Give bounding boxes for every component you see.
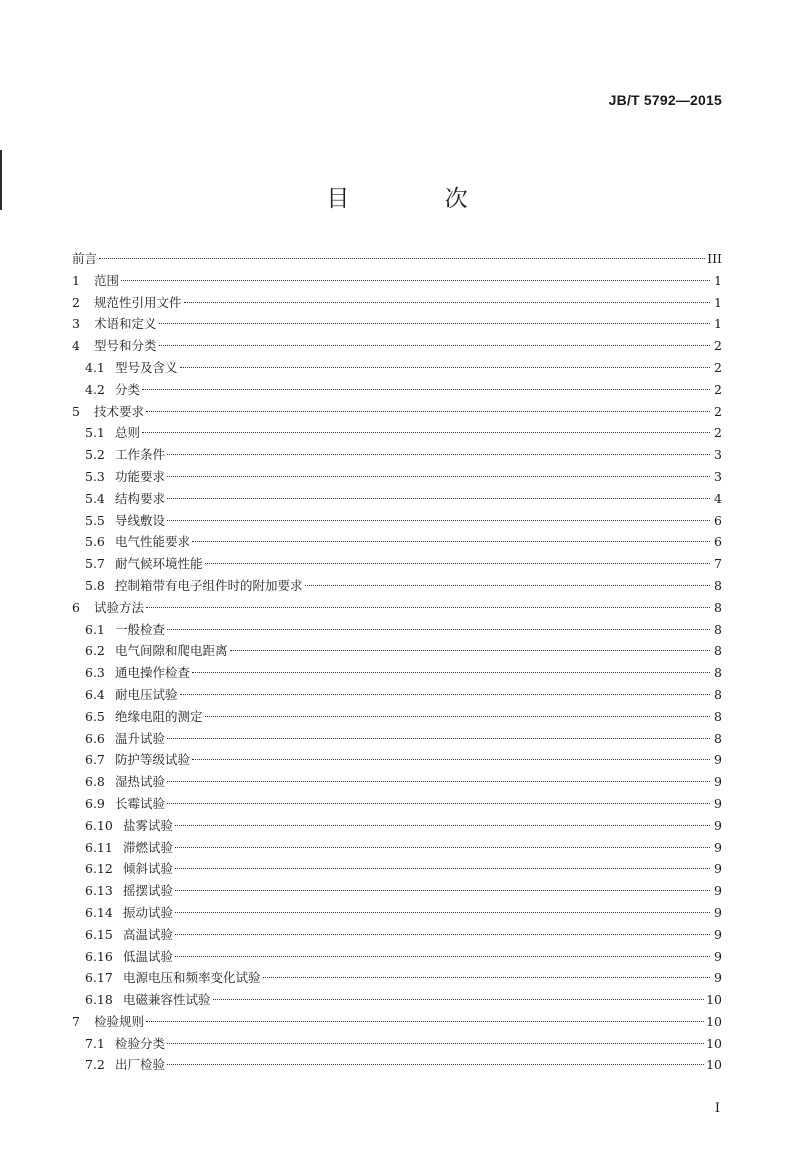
toc-entry-number: 4.1 — [85, 359, 105, 375]
toc-entry-title: 功能要求 — [115, 468, 166, 484]
toc-entry-number: 6.12 — [85, 861, 113, 877]
toc-entry-page: 9 — [714, 817, 722, 833]
toc-entry-title: 试验方法 — [94, 599, 145, 615]
toc-entry-page: 1 — [714, 294, 722, 310]
toc-dot-leader — [205, 716, 710, 717]
toc-entry-title: 低温试验 — [123, 948, 174, 964]
toc-entry-title: 高温试验 — [123, 926, 174, 942]
toc-entry-number: 6.5 — [85, 708, 105, 724]
toc-dot-leader — [146, 607, 710, 608]
toc-dot-leader — [159, 323, 710, 324]
toc-entry-page: 8 — [714, 730, 722, 746]
toc-dot-leader — [192, 541, 710, 542]
toc-entry-number: 6.2 — [85, 643, 105, 659]
toc-entry-title: 防护等级试验 — [115, 752, 191, 768]
toc-entry[interactable] — [72, 946, 722, 968]
toc-dot-leader — [230, 650, 710, 651]
toc-entry-number: 5.8 — [85, 577, 105, 593]
toc-entry-page: 9 — [714, 970, 722, 986]
toc-entry-number: 6.6 — [85, 730, 105, 746]
toc-entry-page: 8 — [714, 686, 722, 702]
toc-entry-page: 8 — [714, 599, 722, 615]
toc-dot-leader — [305, 585, 710, 586]
toc-dot-leader — [167, 498, 710, 499]
toc-entry-page: 8 — [714, 621, 722, 637]
toc-entry-page: 9 — [714, 861, 722, 877]
toc-entry[interactable] — [72, 488, 722, 510]
toc-entry-page: 8 — [714, 665, 722, 681]
toc-entry-number: 6.16 — [85, 948, 113, 964]
toc-dot-leader — [121, 280, 710, 281]
toc-entry-title: 技术要求 — [94, 403, 145, 419]
toc-entry-number: 6.8 — [85, 774, 105, 790]
toc-entry-number: 6.18 — [85, 992, 113, 1008]
toc-dot-leader — [192, 759, 710, 760]
toc-entry[interactable] — [72, 728, 722, 750]
toc-dot-leader — [192, 672, 710, 673]
toc-entry-title: 一般检查 — [115, 621, 166, 637]
toc-dot-leader — [175, 847, 710, 848]
toc-dot-leader — [167, 520, 710, 521]
toc-entry[interactable] — [72, 597, 722, 619]
toc-entry-title: 长霉试验 — [115, 795, 166, 811]
toc-entry-number: 6.10 — [85, 817, 113, 833]
toc-dot-leader — [175, 825, 710, 826]
toc-entry[interactable] — [72, 575, 722, 597]
toc-entry-number: 1 — [72, 272, 80, 288]
toc-entry-page: 2 — [714, 359, 722, 375]
toc-entry-title: 振动试验 — [123, 904, 174, 920]
toc-dot-leader — [205, 563, 710, 564]
toc-dot-leader — [263, 977, 710, 978]
toc-dot-leader — [180, 694, 710, 695]
toc-entry-number: 6.14 — [85, 904, 113, 920]
toc-entry-page: 4 — [714, 490, 722, 506]
toc-entry[interactable] — [72, 379, 722, 401]
toc-entry-page: 2 — [714, 381, 722, 397]
toc-entry-page: 9 — [714, 795, 722, 811]
toc-entry-page: 8 — [714, 643, 722, 659]
toc-entry[interactable] — [72, 270, 722, 292]
toc-entry-number: 5.1 — [85, 425, 105, 441]
toc-entry[interactable] — [72, 967, 722, 989]
toc-entry[interactable] — [72, 902, 722, 924]
toc-entry-page: 9 — [714, 948, 722, 964]
toc-entry-page: 10 — [706, 1013, 722, 1029]
toc-entry-title: 分类 — [115, 381, 141, 397]
toc-entry[interactable] — [72, 531, 722, 553]
toc-entry-title: 导线敷设 — [115, 512, 166, 528]
toc-entry[interactable] — [72, 248, 722, 270]
toc-entry-page: 8 — [714, 577, 722, 593]
toc-entry[interactable] — [72, 1033, 722, 1055]
page-number: I — [714, 1101, 720, 1116]
toc-dot-leader — [184, 302, 710, 303]
toc-entry-title: 规范性引用文件 — [94, 294, 182, 310]
toc-entry[interactable] — [72, 466, 722, 488]
toc-entry-number: 7 — [72, 1013, 80, 1029]
toc-entry-title: 电磁兼容性试验 — [123, 992, 211, 1008]
toc-dot-leader — [167, 1043, 704, 1044]
toc-entry[interactable] — [72, 771, 722, 793]
toc-entry-title: 通电操作检查 — [115, 665, 191, 681]
toc-entry-number: 3 — [72, 316, 80, 332]
toc-entry-number: 6.11 — [85, 839, 113, 855]
toc-entry-number: 7.1 — [85, 1035, 105, 1051]
toc-entry[interactable] — [72, 313, 722, 335]
toc-entry-title: 盐雾试验 — [123, 817, 174, 833]
toc-entry[interactable] — [72, 924, 722, 946]
toc-entry-number: 5 — [72, 403, 80, 419]
toc-entry-title: 倾斜试验 — [123, 861, 174, 877]
toc-entry-number: 7.2 — [85, 1057, 105, 1073]
toc-entry-page: 9 — [714, 774, 722, 790]
toc-entry-number: 6 — [72, 599, 80, 615]
toc-entry-number: 5.3 — [85, 468, 105, 484]
toc-dot-leader — [99, 258, 705, 259]
toc-entry[interactable] — [72, 401, 722, 423]
toc-entry-page: 10 — [706, 992, 722, 1008]
toc-entry-number: 5.6 — [85, 534, 105, 550]
toc-dot-leader — [167, 781, 710, 782]
toc-dot-leader — [175, 868, 710, 869]
toc-entry-title: 型号及含义 — [115, 359, 178, 375]
toc-entry-page: 10 — [706, 1035, 722, 1051]
toc-entry-number: 2 — [72, 294, 80, 310]
toc-entry-number: 6.1 — [85, 621, 105, 637]
toc-entry-page: 9 — [714, 752, 722, 768]
toc-entry[interactable] — [72, 619, 722, 641]
toc-entry-number: 6.4 — [85, 686, 105, 702]
toc-entry[interactable] — [72, 1054, 722, 1076]
toc-dot-leader — [213, 999, 705, 1000]
toc-entry-page: 6 — [714, 512, 722, 528]
toc-dot-leader — [167, 1064, 704, 1065]
toc-entry-title: 检验规则 — [94, 1013, 145, 1029]
toc-dot-leader — [180, 367, 710, 368]
toc-entry[interactable] — [72, 335, 722, 357]
toc-dot-leader — [167, 476, 710, 477]
toc-entry[interactable] — [72, 662, 722, 684]
toc-entry-page: 1 — [714, 316, 722, 332]
toc-entry-number: 6.13 — [85, 883, 113, 899]
toc-entry-number: 5.2 — [85, 447, 105, 463]
toc-entry-number: 6.15 — [85, 926, 113, 942]
toc-entry-page: 2 — [714, 425, 722, 441]
toc-entry[interactable] — [72, 706, 722, 728]
toc-dot-leader — [175, 912, 710, 913]
toc-entry-page: 9 — [714, 904, 722, 920]
toc-entry[interactable] — [72, 815, 722, 837]
toc-dot-leader — [167, 629, 710, 630]
toc-dot-leader — [159, 345, 710, 346]
toc-entry-page: 7 — [714, 556, 722, 572]
toc-entry-title: 电源电压和频率变化试验 — [123, 970, 261, 986]
toc-dot-leader — [167, 738, 710, 739]
toc-entry[interactable] — [72, 510, 722, 532]
toc-entry-number: 5.7 — [85, 556, 105, 572]
toc-entry-title: 检验分类 — [115, 1035, 166, 1051]
toc-entry-title: 前言 — [72, 251, 98, 266]
toc-entry-title: 总则 — [115, 425, 141, 441]
toc-entry[interactable] — [72, 357, 722, 379]
toc-entry-page: 6 — [714, 534, 722, 550]
toc-entry-page: 3 — [714, 468, 722, 484]
toc-entry-number: 6.7 — [85, 752, 105, 768]
toc-entry-title: 湿热试验 — [115, 774, 166, 790]
toc-entry-title: 绝缘电阻的测定 — [115, 708, 203, 724]
toc-entry-number: 5.5 — [85, 512, 105, 528]
toc-entry-title: 结构要求 — [115, 490, 166, 506]
toc-entry-title: 型号和分类 — [94, 338, 157, 354]
toc-entry-title: 电气性能要求 — [115, 534, 191, 550]
toc-entry-title: 术语和定义 — [94, 316, 157, 332]
toc-entry[interactable] — [72, 422, 722, 444]
toc-entry[interactable] — [72, 989, 722, 1011]
toc-entry-page: III — [707, 251, 722, 266]
toc-entry-number: 5.4 — [85, 490, 105, 506]
toc-dot-leader — [146, 411, 710, 412]
toc-entry-page: 9 — [714, 926, 722, 942]
toc-entry[interactable] — [72, 1011, 722, 1033]
toc-dot-leader — [167, 454, 710, 455]
toc-dot-leader — [146, 1021, 704, 1022]
toc-entry[interactable] — [72, 444, 722, 466]
toc-entry-page: 2 — [714, 338, 722, 354]
toc-entry-title: 滞燃试验 — [123, 839, 174, 855]
toc-entry-number: 4 — [72, 338, 80, 354]
toc-entry[interactable] — [72, 858, 722, 880]
toc-entry-number: 6.17 — [85, 970, 113, 986]
toc-entry-title: 耐气候环境性能 — [115, 556, 203, 572]
toc-entry-number: 6.9 — [85, 795, 105, 811]
toc-entry-page: 2 — [714, 403, 722, 419]
toc-entry[interactable] — [72, 749, 722, 771]
toc-dot-leader — [175, 890, 710, 891]
toc-entry-page: 8 — [714, 708, 722, 724]
toc-entry-title: 工作条件 — [115, 447, 166, 463]
toc-dot-leader — [175, 934, 710, 935]
toc-dot-leader — [175, 956, 710, 957]
toc-entry[interactable] — [72, 640, 722, 662]
toc-entry-page: 9 — [714, 839, 722, 855]
toc-entry-title: 范围 — [94, 272, 120, 288]
toc-entry-title: 电气间隙和爬电距离 — [115, 643, 228, 659]
toc-entry-title: 出厂检验 — [115, 1057, 166, 1073]
toc-entry[interactable] — [72, 292, 722, 314]
toc-entry-page: 9 — [714, 883, 722, 899]
page-title: 目 次 — [326, 186, 512, 212]
toc-entry-title: 摇摆试验 — [123, 883, 174, 899]
toc-entry[interactable] — [72, 684, 722, 706]
toc-entry-number: 6.3 — [85, 665, 105, 681]
toc-entry-title: 温升试验 — [115, 730, 166, 746]
toc-entry-page: 1 — [714, 272, 722, 288]
toc-entry-title: 控制箱带有电子组件时的附加要求 — [115, 577, 303, 593]
toc-dot-leader — [142, 389, 710, 390]
toc-dot-leader — [142, 432, 710, 433]
toc-entry[interactable] — [72, 880, 722, 902]
toc-entry-page: 3 — [714, 447, 722, 463]
toc-entry[interactable] — [72, 553, 722, 575]
toc-entry-page: 10 — [706, 1057, 722, 1073]
toc-entry[interactable] — [72, 837, 722, 859]
toc-entry[interactable] — [72, 793, 722, 815]
standard-code: JB/T 5792—2015 — [608, 92, 722, 108]
table-of-contents — [72, 248, 722, 1076]
toc-entry-number: 4.2 — [85, 381, 105, 397]
toc-dot-leader — [167, 803, 710, 804]
toc-entry-title: 耐电压试验 — [115, 686, 178, 702]
